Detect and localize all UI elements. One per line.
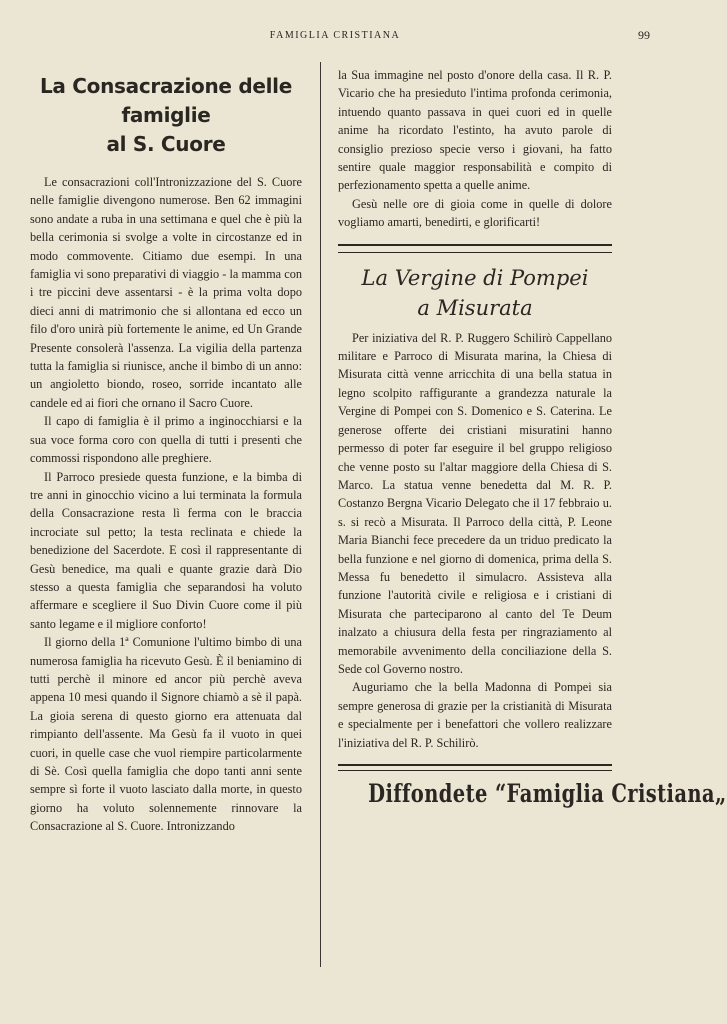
article1-paragraph: Il capo di famiglia è il primo a inginocchiarsi e la sua voce forma coro con quella di tutti i presenti che commossi rispondono alle preghiere. — [30, 414, 302, 466]
right-column — [338, 66, 727, 808]
article1-continuation: la Sua immagine nel posto d'onore della casa. Il R. P. Vicario che ha presieduto l'intima profonda cerimonia, intuendo quanto passava in quei cuori ed in quelle anime ha ricordato l'estinto, ha avuto parole di consiglio prezioso specie verso i giovani, ha fatto sentire quale maggior responsabilità e compito di perfezionamento spetta a quelle anime. — [338, 68, 612, 193]
article1-title — [30, 72, 302, 159]
section-divider — [338, 244, 612, 253]
article2-paragraph: Per iniziativa del R. P. Ruggero Schilirò Cappellano militare e Parroco di Misurata marina, la Chiesa di Misurata città venne arricchita di una bella statua in legno scolpito raffigurante a grandezza naturale la Vergine di Pompei con S. Domenico e S. Caterina. Le generose offerte dei cristiani misuratini hanno permesso di poter far eseguire il bel gruppo religioso che venne posto su l'altar maggiore della Chiesa di S. Marco. La statua venne benedetta dal M. R. P. Costanzo Bergna Vicario Delegato che il 17 febbraio u. s. si recò a Misurata. Il Parroco della città, P. Leone Maria Bianchi fece precedere da un triduo predicato la bella funzione e nel giorno di domenica, prima della S. Messa fu benedetto il simulacro. Assisteva alla funzione l'autorità civile e religiosa e i cristiani di Misurata che parteciparono al canto del Te Deum inalzato a chiusura della festa per ringraziamento al memorabile avvenimento della conciliazione della S. Sede col Governo nostro. — [338, 330, 612, 676]
running-title: FAMIGLIA CRISTIANA — [269, 30, 401, 41]
page-number: 99 — [638, 28, 650, 42]
article1-paragraph: Il Parroco presiede questa funzione, e la bimba di tre anni in ginocchio vicino a lui terminata la formula della Consacrazione resta lì ferma con le braccia incrociate sul petto; la testa reclinata e chiede la benedizione del Sacerdote. E così il rappresentante di Gesù benedice, ma quali e quante grazie darà Dio stesso a questa famiglia che separandosi ha voluto affermare e scegliere il Suo Divin Cuore come il più santo legame e il migliore conforto! — [30, 469, 302, 631]
page-header — [20, 30, 650, 46]
article1-paragraph: Le consacrazioni coll'Intronizzazione del S. Cuore nelle famiglie divengono numerose. Ben 62 immagini sono andate a ruba in una settimana e quel che è più la bella cerimonia si svolge a volte in circostanze ed in modo commovente. Citiamo due esempi. In una famiglia vi sono preparativi di viaggio - la mamma con i tre piccini deve assentarsi - è la prima volta dopo dieci anni di matrimonio che si allontana ed ecco un filo d'oro unirà più fortemente le anime, ed Un Grande Presente consolerà l'assenza. La vigilia della partenza tutta la famiglia si riunisce, anche il bimbo di un anno: un angioletto biondo, roseo, sorride incantato alle candele ed ai fiori che ornano il Sacro Cuore. — [30, 175, 302, 410]
article1-title-line2: al S. Cuore — [106, 132, 226, 156]
article2-title — [338, 263, 612, 323]
article2-title-line1: La Vergine di Pompei — [361, 265, 589, 290]
section-divider — [338, 764, 612, 771]
left-column — [30, 66, 302, 836]
column-divider — [320, 62, 321, 967]
slogan: Diffondete “Famiglia Cristiana„ — [368, 779, 727, 808]
article1-continuation: Gesù nelle ore di gioia come in quelle di dolore vogliamo amarti, benedirti, e glorificarti! — [338, 196, 612, 230]
article1-paragraph: Il giorno della 1ª Comunione l'ultimo bimbo di una numerosa famiglia ha ricevuto Gesù. È il beniamino di tutti perchè il minore ed ancor più perchè aveva appena 10 mesi quando il Signore chiamò a sè il papà. La gioia serena di questo giorno era attenuata dal rimpianto dell'assente. Ma Gesù fa il vuoto in quei cuori, in quelle case che vuol riempire particolarmente di Sè. Così quella famiglia che dopo tanti anni sente sempre sì forte il vuoto lasciato dalla morte, in questo giorno ha voluto solennemente rinnovare la Consacrazione al S. Cuore. Intronizzando — [30, 635, 302, 834]
article1-title-line1: La Consacrazione delle famiglie — [39, 74, 293, 127]
article2-title-line2: a Misurata — [417, 295, 533, 320]
article2-paragraph: Auguriamo che la bella Madonna di Pompei sia sempre generosa di grazie per la cristianità di Misurata e specialmente per i benefattori che vollero realizzare l'iniziativa del R. P. Schilirò. — [338, 680, 612, 750]
